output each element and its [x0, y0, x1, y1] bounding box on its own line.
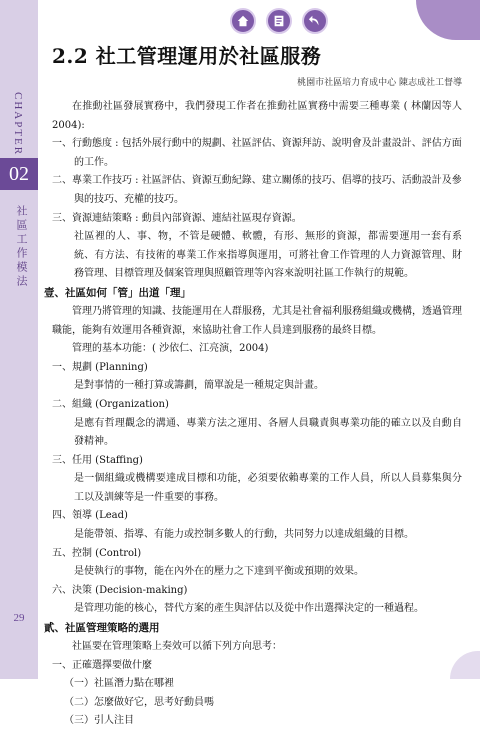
resource-paragraph: 社區裡的人、事、物，不管是硬體、軟體，有形、無形的資源，都需要運用一套有系統、有方法、有技術的專業工作來指導與運用，可將社會工作管理的人力資源管理、財 務管理、目標管理及個案管理與照顧管理等內容來說明社區工作執行的規範。: [74, 231, 462, 280]
intro-item: 二、專業工作技巧 : 社區評估、資源互動紀錄、建立關係的技巧、倡導的技巧、活動設計及參與的技巧、充權的技巧。: [52, 175, 462, 205]
functions-intro: 管理的基本功能：( 沙依仁、江亮演，2004): [72, 343, 269, 355]
bookmark-button[interactable]: [266, 8, 292, 34]
chapter-label: CHAPTER: [12, 92, 24, 157]
function-desc: 是對事情的一種打算或籌劃，簡單說是一種規定與計畫。: [74, 380, 324, 392]
corner-decoration: [416, 0, 480, 40]
section-heading: 壹、社區如何「管」出道「理」: [44, 286, 191, 299]
function-desc: 是一個組織或機構要達成目標和功能，必須要依賴專業的工作人員，所以人員募集與分工以及訓練等是一件重要的事務。: [74, 473, 462, 503]
strategy-subitem: （二）怎麼做好它，思考好動員嗎: [64, 696, 214, 708]
section-paragraph: 管理乃將管理的知識、技能運用在人群服務，尤其是社會福利服務組織或機構，透過管理職能，能夠有效運用各種資源，來協助社會工作人員達到服務的最終目標。: [52, 305, 462, 336]
function-desc: 是能帶領、指導、有能力或控制多數人的行動，共同努力以達成組織的目標。: [74, 529, 414, 541]
function-label: 四、領導 (Lead): [52, 510, 128, 522]
section-heading: 貳、社區管理策略的選用: [44, 622, 160, 635]
nav-icon-group: [230, 8, 328, 34]
strategy-subitem: （一）社區潛力點在哪裡: [64, 678, 174, 690]
function-label: 三、任用 (Staffing): [52, 454, 143, 466]
function-label: 二、組織 (Organization): [52, 398, 169, 410]
function-label: 五、控制 (Control): [52, 547, 142, 559]
intro-paragraph: 在推動社區發展實務中，我們發現工作者在推動社區實務中需要三種專業 ( 林蘭因等人 2004):: [52, 101, 462, 131]
back-button[interactable]: [302, 8, 328, 34]
strategy-item: 一、正確選擇要做什麼: [52, 659, 152, 671]
strategy-subitem: （三）引人注目: [64, 715, 134, 727]
function-label: 一、規劃 (Planning): [52, 361, 148, 373]
main-content: [44, 40, 462, 731]
back-arrow-icon: [308, 14, 322, 28]
author-byline: 桃園市社區培力育成中心 陳志成社工督導: [297, 78, 462, 88]
intro-item: 一、行動態度 : 包括外展行動中的規劃、社區評估、資源拜訪、說明會及計畫設計、評估方面的工作。: [52, 138, 462, 168]
section-paragraph: 社區要在管理策略上奏效可以循下列方向思考：: [72, 641, 282, 653]
chapter-number: 02: [0, 158, 38, 190]
page-number: 29: [13, 612, 25, 624]
intro-item: 三、資源連結策略 : 動員內部資源、連結社區現存資源。: [52, 212, 302, 224]
home-icon: [236, 14, 250, 28]
bookmark-icon: [272, 14, 286, 28]
function-desc: 是應有哲理觀念的溝通、專業方法之運用、各層人員職責與專業功能的確立以及自動自發精神。: [74, 417, 462, 448]
function-label: 六、決策 (Decision-making): [52, 584, 188, 596]
page-title: 2.2 社工管理運用於社區服務: [52, 44, 322, 68]
chapter-title: 社區工作模法: [15, 205, 28, 289]
home-button[interactable]: [230, 8, 256, 34]
function-desc: 是管理功能的核心，替代方案的產生與評估以及從中作出選擇決定的一種過程。: [74, 603, 424, 615]
function-desc: 是使執行的事物，能在內外在的壓力之下達到平衡或預期的效果。: [74, 566, 364, 578]
